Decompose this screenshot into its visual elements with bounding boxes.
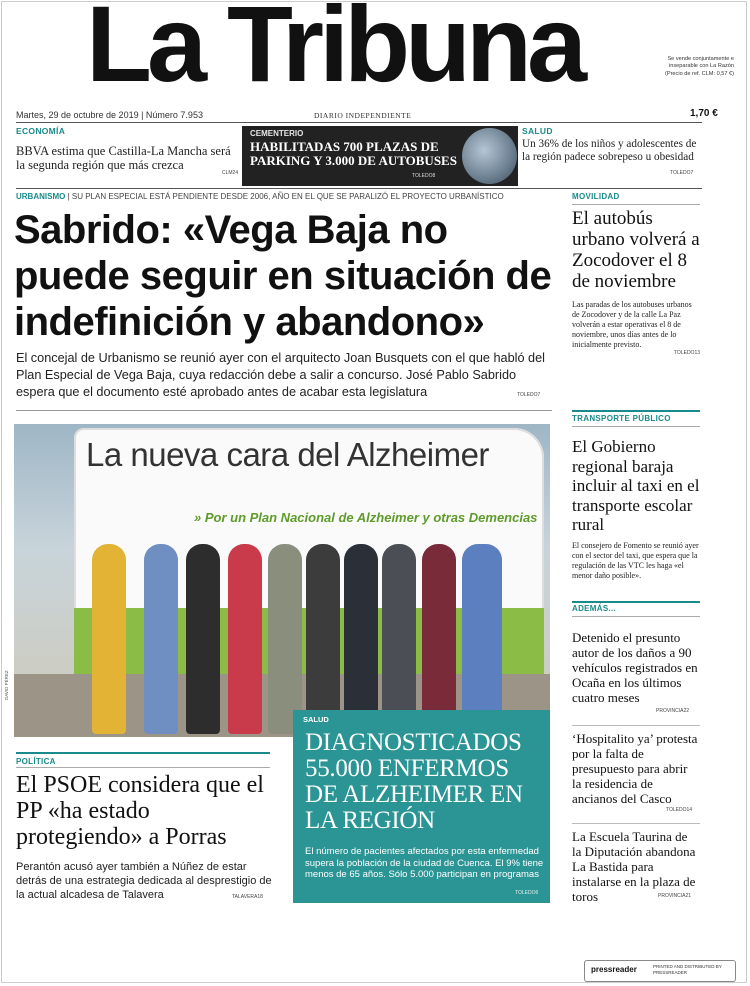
movilidad-rule [572,204,700,205]
teaser-cementerio-tag: TOLEDO8 [412,173,436,179]
ademas-item-text: ‘Hospitalito ya’ protesta por la falta de presupuesto para abrir la residencia de ancianos del Casco [572,731,698,806]
ademas-item-text: La Escuela Taurina de la Diputación abandona La Bastida para instalarse en la plaza de toros [572,829,696,904]
teaser-cementerio-text: HABILITADAS 700 PLAZAS DE PARKING Y 3.000 DE AUTOBUSES [250,139,457,168]
teaser-salud[interactable] [522,126,702,176]
lead-headline[interactable]: Sabrido: «Vega Baja no puede seguir en situación de indefinición y abandono» [14,208,552,344]
photo-credit: DAVID PÉREZ [4,670,9,700]
politica-rule-top [16,752,270,754]
movilidad-tag: TOLEDO13 [673,350,700,356]
masthead-side-note: Se vende conjuntamente e inseparable con La Razón (Precio de ref. CLM: 0,57 €) [664,56,734,77]
lead-summary: El concejal de Urbanismo se reunió ayer con el arquitecto Joan Busquets con el que habló del Plan Especial de Vega Baja, cuya redacción debe a salir a concurso. José Pablo Sabrido espera que el documento esté aprobado antes de acabar esta legislatura [16,351,545,399]
lead-tag: TOLEDO7 [517,392,541,398]
movilidad-kicker: MOVILIDAD [572,192,620,201]
person [268,544,302,734]
masthead-tagline: DIARIO INDEPENDIENTE [314,111,412,120]
teaser-economia-text: BBVA estima que Castilla-La Mancha será la segunda región que más crezca [16,144,231,172]
lead-kicker-section: URBANISMO [16,192,66,201]
article-transporte[interactable] [572,414,700,581]
pressreader-footer-text: PRINTED AND DISTRIBUTED BY PRESSREADER [653,964,722,975]
movilidad-summary: Las paradas de los autobuses urbanos de Zocodover y de la calle La Paz volverán a estar operativas el 8 de noviembre, unos días antes de lo inicialmente previsto. [572,300,692,349]
ademas-rule [572,616,700,617]
politica-rule [16,767,270,768]
lead-photo [14,424,550,737]
person [186,544,220,734]
teaser-economia-tag: CLM24 [222,170,239,176]
movilidad-headline: El autobús urbano volverá a Zocodover el 8 de noviembre [572,208,700,292]
masthead-title[interactable]: La Tribuna [86,0,583,104]
ademas-item[interactable] [572,731,700,813]
ademas-item[interactable] [572,829,700,904]
person [144,544,178,734]
politica-kicker: POLÍTICA [16,757,56,766]
ademas-item-text: Detenido el presunto autor de los daños a 90 vehículos registrados en Ocaña en los últimos cuatro meses [572,630,698,705]
transporte-summary: El consejero de Fomento se reunió ayer con el sector del taxi, que espera que la regulación de las VTC les haga «el menor daño posible». [572,540,699,580]
dateline: Martes, 29 de octubre de 2019 | Número 7.953 [16,110,203,120]
salud-box-tag: TOLEDO6 [515,890,539,896]
transporte-rule-top [572,410,700,412]
ademas-section [572,604,700,613]
ademas-item-tag: PROVINCIA22 [656,708,690,714]
teaser-salud-kicker: SALUD [522,126,553,136]
article-movilidad[interactable] [572,192,700,356]
ademas-rule-top [572,601,700,603]
ademas-item-tag: PROVINCIA21 [658,893,692,899]
politica-summary: Perantón acusó ayer también a Núñez de estar detrás de una estrategia dedicada al desprestigio de la actual alcadesa de Talavera [16,861,272,901]
ademas-item-tag: TOLEDO14 [666,807,693,813]
pressreader-logo [584,960,736,982]
person [382,544,416,734]
teaser-economia-kicker: ECONOMÍA [16,126,66,136]
transporte-headline: El Gobierno regional baraja incluir al taxi en el transporte escolar rural [572,437,700,534]
teaser-salud-tag: TOLEDO7 [670,170,694,176]
bus-slogan: » Por un Plan Nacional de Alzheimer y otras Demencias [194,510,538,525]
teaser-cementerio[interactable] [242,126,518,186]
salud-box-kicker: SALUD [303,715,329,724]
teaser-salud-text: Un 36% de los niños y adolescentes de la región padece sobrepeso u obesidad [522,138,697,164]
salud-box-summary: El número de pacientes afectados por esta enfermedad supera la población de la ciudad de Cuenca. El 9% tiene menos de 65 años. Sólo 5.000 participan en programas [305,846,544,880]
ademas-kicker: ADEMÁS... [572,604,617,613]
teaser-cementerio-kicker: CEMENTERIO [250,129,304,138]
person [422,544,456,734]
person [92,544,126,734]
transporte-kicker: TRANSPORTE PÚBLICO [572,414,671,423]
person [462,544,502,734]
lead-kicker [16,192,504,201]
lead-rule [16,410,552,411]
ademas-divider [572,823,700,824]
bus-headline-text: La nueva cara del Alzheimer [86,436,489,473]
lead-kicker-rest: | SU PLAN ESPECIAL ESTÁ PENDIENTE DESDE 2006, AÑO EN EL QUE SE PARALIZÓ EL PROYECTO URBANÍSTICO [67,192,504,201]
salud-box-headline: DIAGNOSTICADOS 55.000 ENFERMOS DE ALZHEIMER EN LA REGIÓN [305,729,523,834]
person [306,544,340,734]
teaser-economia[interactable] [16,126,239,176]
ademas-item[interactable] [572,630,700,714]
transporte-rule [572,426,700,427]
teaser-cementerio-photo [462,128,517,184]
teasers-rule [16,188,702,189]
person [344,544,378,734]
masthead-rule [16,122,702,123]
person [228,544,262,734]
ademas-divider [572,725,700,726]
salud-box[interactable] [293,710,550,903]
politica-headline[interactable]: El PSOE considera que el PP «ha estado protegiendo» a Porras [16,772,264,850]
pressreader-logo-text: pressreader [591,965,637,974]
politica-tag: TALAVERA18 [232,894,263,900]
price: 1,70 € [690,108,718,119]
